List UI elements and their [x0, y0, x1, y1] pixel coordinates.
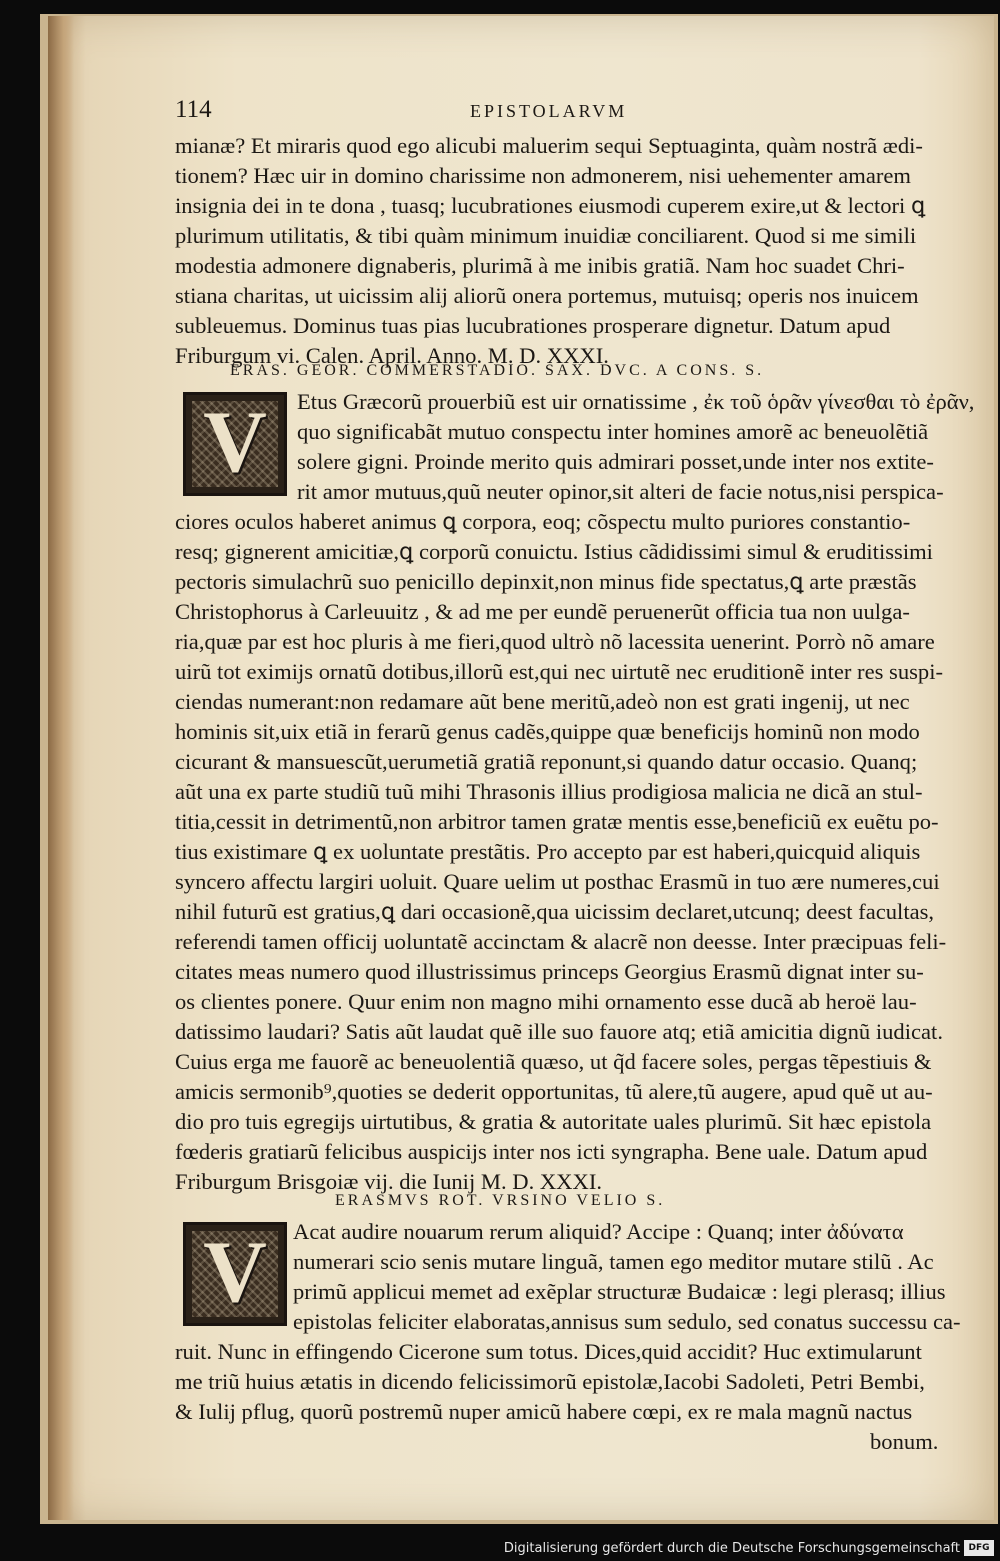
- text-line: hominis sit,uix etiã in ferarũ genus cadẽs,quippe quæ beneficijs hominũ non modo: [175, 719, 920, 744]
- text-line: uirũ tot eximijs ornatũ dotibus,illorũ est,qui nec uirtutẽ nec eruditionẽ inter res suspi-: [175, 659, 944, 684]
- text-line: Christophorus à Carleuuitz , & ad me per eundẽ peruenerũt officia tua non uulga-: [175, 599, 910, 624]
- text-line: syncero affectu largiri uoluit. Quare uelim ut posthac Erasmũ in tuo ære numeres,cui: [175, 869, 940, 894]
- text-line: Acat audire nouarum rerum aliquid? Accipe : Quanq; inter ἀδύνατα: [293, 1219, 904, 1244]
- text-line: ria,quæ par est hoc pluris à me fieri,quod ultrò nõ lacessita uenerint. Porrò nõ amare: [175, 629, 935, 654]
- text-line: mianæ? Et miraris quod ego alicubi maluerim sequi Septuaginta, quàm nostrã ædi-: [175, 133, 923, 158]
- text-line: dio pro tuis egregijs uirtutibus, & gratia & autoritate uales plurimũ. Sit hæc epistola: [175, 1109, 932, 1134]
- text-line: resq; gignerent amicitiæ,ꝗ corporũ conuictu. Istius cãdidissimi simul & eruditissimi: [175, 539, 933, 564]
- text-line: quo significabãt mutuo conspectu inter homines amorẽ ac beneuolẽtiã: [297, 419, 929, 444]
- text-line: Etus Græcorũ prouerbiũ est uir ornatissime , ἐκ τοῦ ὁρᾶν γίνεσθαι τὸ ἐρᾶν,: [297, 389, 975, 414]
- text-line: insignia dei in te dona , tuasq; lucubrationes eiusmodi cuperem exire,ut & lectori ꝗ: [175, 193, 926, 218]
- decorated-initial: [183, 392, 287, 496]
- text-line: cicurant & mansuescũt,uerumetiã gratiã reponunt,si quando datur occasio. Quanq;: [175, 749, 918, 774]
- letter-heading: ERASMVS ROT. VRSINO VELIO S.: [335, 1192, 666, 1209]
- text-line: subleuemus. Dominus tuas pias lucubrationes prosperare dignetur. Datum apud: [175, 313, 891, 338]
- text-line: ciendas numerant:non redamare aũt bene meritũ,adeò non est grati ingenij, ut nec: [175, 689, 910, 714]
- text-line: solere gigni. Proinde merito quis admirari posset,unde inter nos extite-: [297, 449, 934, 474]
- funding-notice: Digitalisierung gefördert durch die Deutsche Forschungsgemeinschaft: [503, 1541, 960, 1556]
- text-line: me triũ huius ætatis in dicendo felicissimorũ epistolæ,Iacobi Sadoleti, Petri Bembi,: [175, 1369, 925, 1394]
- text-line: ciores oculos haberet animus ꝗ corpora, eoq; cõspectu multo puriores constantio-: [175, 509, 911, 534]
- text-line: tius existimare ꝗ ex uoluntate prestãtis. Pro accepto par est haberi,quicquid aliquis: [175, 839, 921, 864]
- letter-heading: ERAS. GEOR. COMMERSTADIO. SAX. DVC. A CONS. S.: [230, 362, 765, 379]
- text-line: tionem? Hæc uir in domino charissime non admonerem, nisi uehementer amarem: [175, 163, 911, 188]
- text-line: Friburgum Brisgoiæ vij. die Iunij M. D. XXXI.: [175, 1169, 602, 1194]
- initial-letter: V: [203, 394, 267, 491]
- text-line: primũ applicui memet ad exẽplar structuræ Budaicæ : legi plerasq; illius: [293, 1279, 946, 1304]
- text-line: & Iulij pflug, quorũ postremũ nuper amicũ habere cœpi, ex re mala magnũ nactus: [175, 1399, 913, 1424]
- text-line: epistolas feliciter elaboratas,annisus sum sedulo, sed conatus successu ca-: [293, 1309, 961, 1334]
- text-line: amicis sermonib⁹,quoties se dederit opportunitas, tũ alere,tũ augere, apud quẽ ut au-: [175, 1079, 933, 1104]
- text-line: aũt una ex parte studiũ tuũ mihi Thrasonis illius prodigiosa malicia ne dicã an stul-: [175, 779, 923, 804]
- text-line: numerari scio senis mutare linguã, tamen ego meditor mutare stilũ . Ac: [293, 1249, 934, 1274]
- text-line: titia,cessit in detrimentũ,non arbitror tamen gratæ mentis esse,beneficiũ ex euẽtu po-: [175, 809, 939, 834]
- dfg-logo: DFG: [964, 1540, 994, 1556]
- text-line: fœderis gratiarũ felicibus auspicijs inter nos icti syngrapha. Bene uale. Datum apud: [175, 1139, 928, 1164]
- running-head: EPISTOLARVM: [470, 101, 628, 121]
- text-line: referendi tamen officij uoluntatẽ accinctam & alacrẽ non deesse. Inter præcipuas feli-: [175, 929, 947, 954]
- text-line: rit amor mutuus,quũ neuter opinor,sit alteri de facie notus,nisi perspica-: [297, 479, 944, 504]
- text-line: pectoris simulachrũ suo penicillo depinxit,non minus fide spectatus,ꝗ arte præstãs: [175, 569, 917, 594]
- text-line: Cuius erga me fauorẽ ac beneuolentiã quæso, ut q̃d facere soles, pergas tẽpestiuis &: [175, 1049, 932, 1074]
- text-line: ruit. Nunc in effingendo Cicerone sum totus. Dices,quid accidit? Huc extimularunt: [175, 1339, 922, 1364]
- text-line: plurimum utilitatis, & tibi quàm minimum inuidiæ conciliarent. Quod si me simili: [175, 223, 917, 248]
- text-line: nihil futurũ est gratius,ꝗ dari occasionẽ,qua uicissim declaret,utcunq; deest facultas,: [175, 899, 935, 924]
- page-spine-shadow: [48, 16, 74, 1520]
- page-number: 114: [175, 96, 212, 123]
- text-line: datissimo laudari? Satis aũt laudat quẽ ille suo fauore atq; etiã amicitia dignũ iudicat.: [175, 1019, 943, 1044]
- text-line: citates meas numero quod illustrissimus princeps Georgius Erasmũ dignat inter su-: [175, 959, 924, 984]
- text-line: stiana charitas, ut uicissim alij aliorũ onera portemus, mutuisq; operis nos inuicem: [175, 283, 919, 308]
- decorated-initial: [183, 1222, 287, 1326]
- initial-letter: V: [203, 1224, 267, 1321]
- text-line: modestia admonere dignaberis, plurimã à me inibis gratiã. Nam hoc suadet Chri-: [175, 253, 905, 278]
- text-line: os clientes ponere. Quur enim non magno mihi ornamento esse ducã ab heroë lau-: [175, 989, 917, 1014]
- text-line: bonum.: [870, 1429, 939, 1454]
- text-line: Friburgum vi. Calen. April. Anno. M. D. XXXI.: [175, 343, 609, 368]
